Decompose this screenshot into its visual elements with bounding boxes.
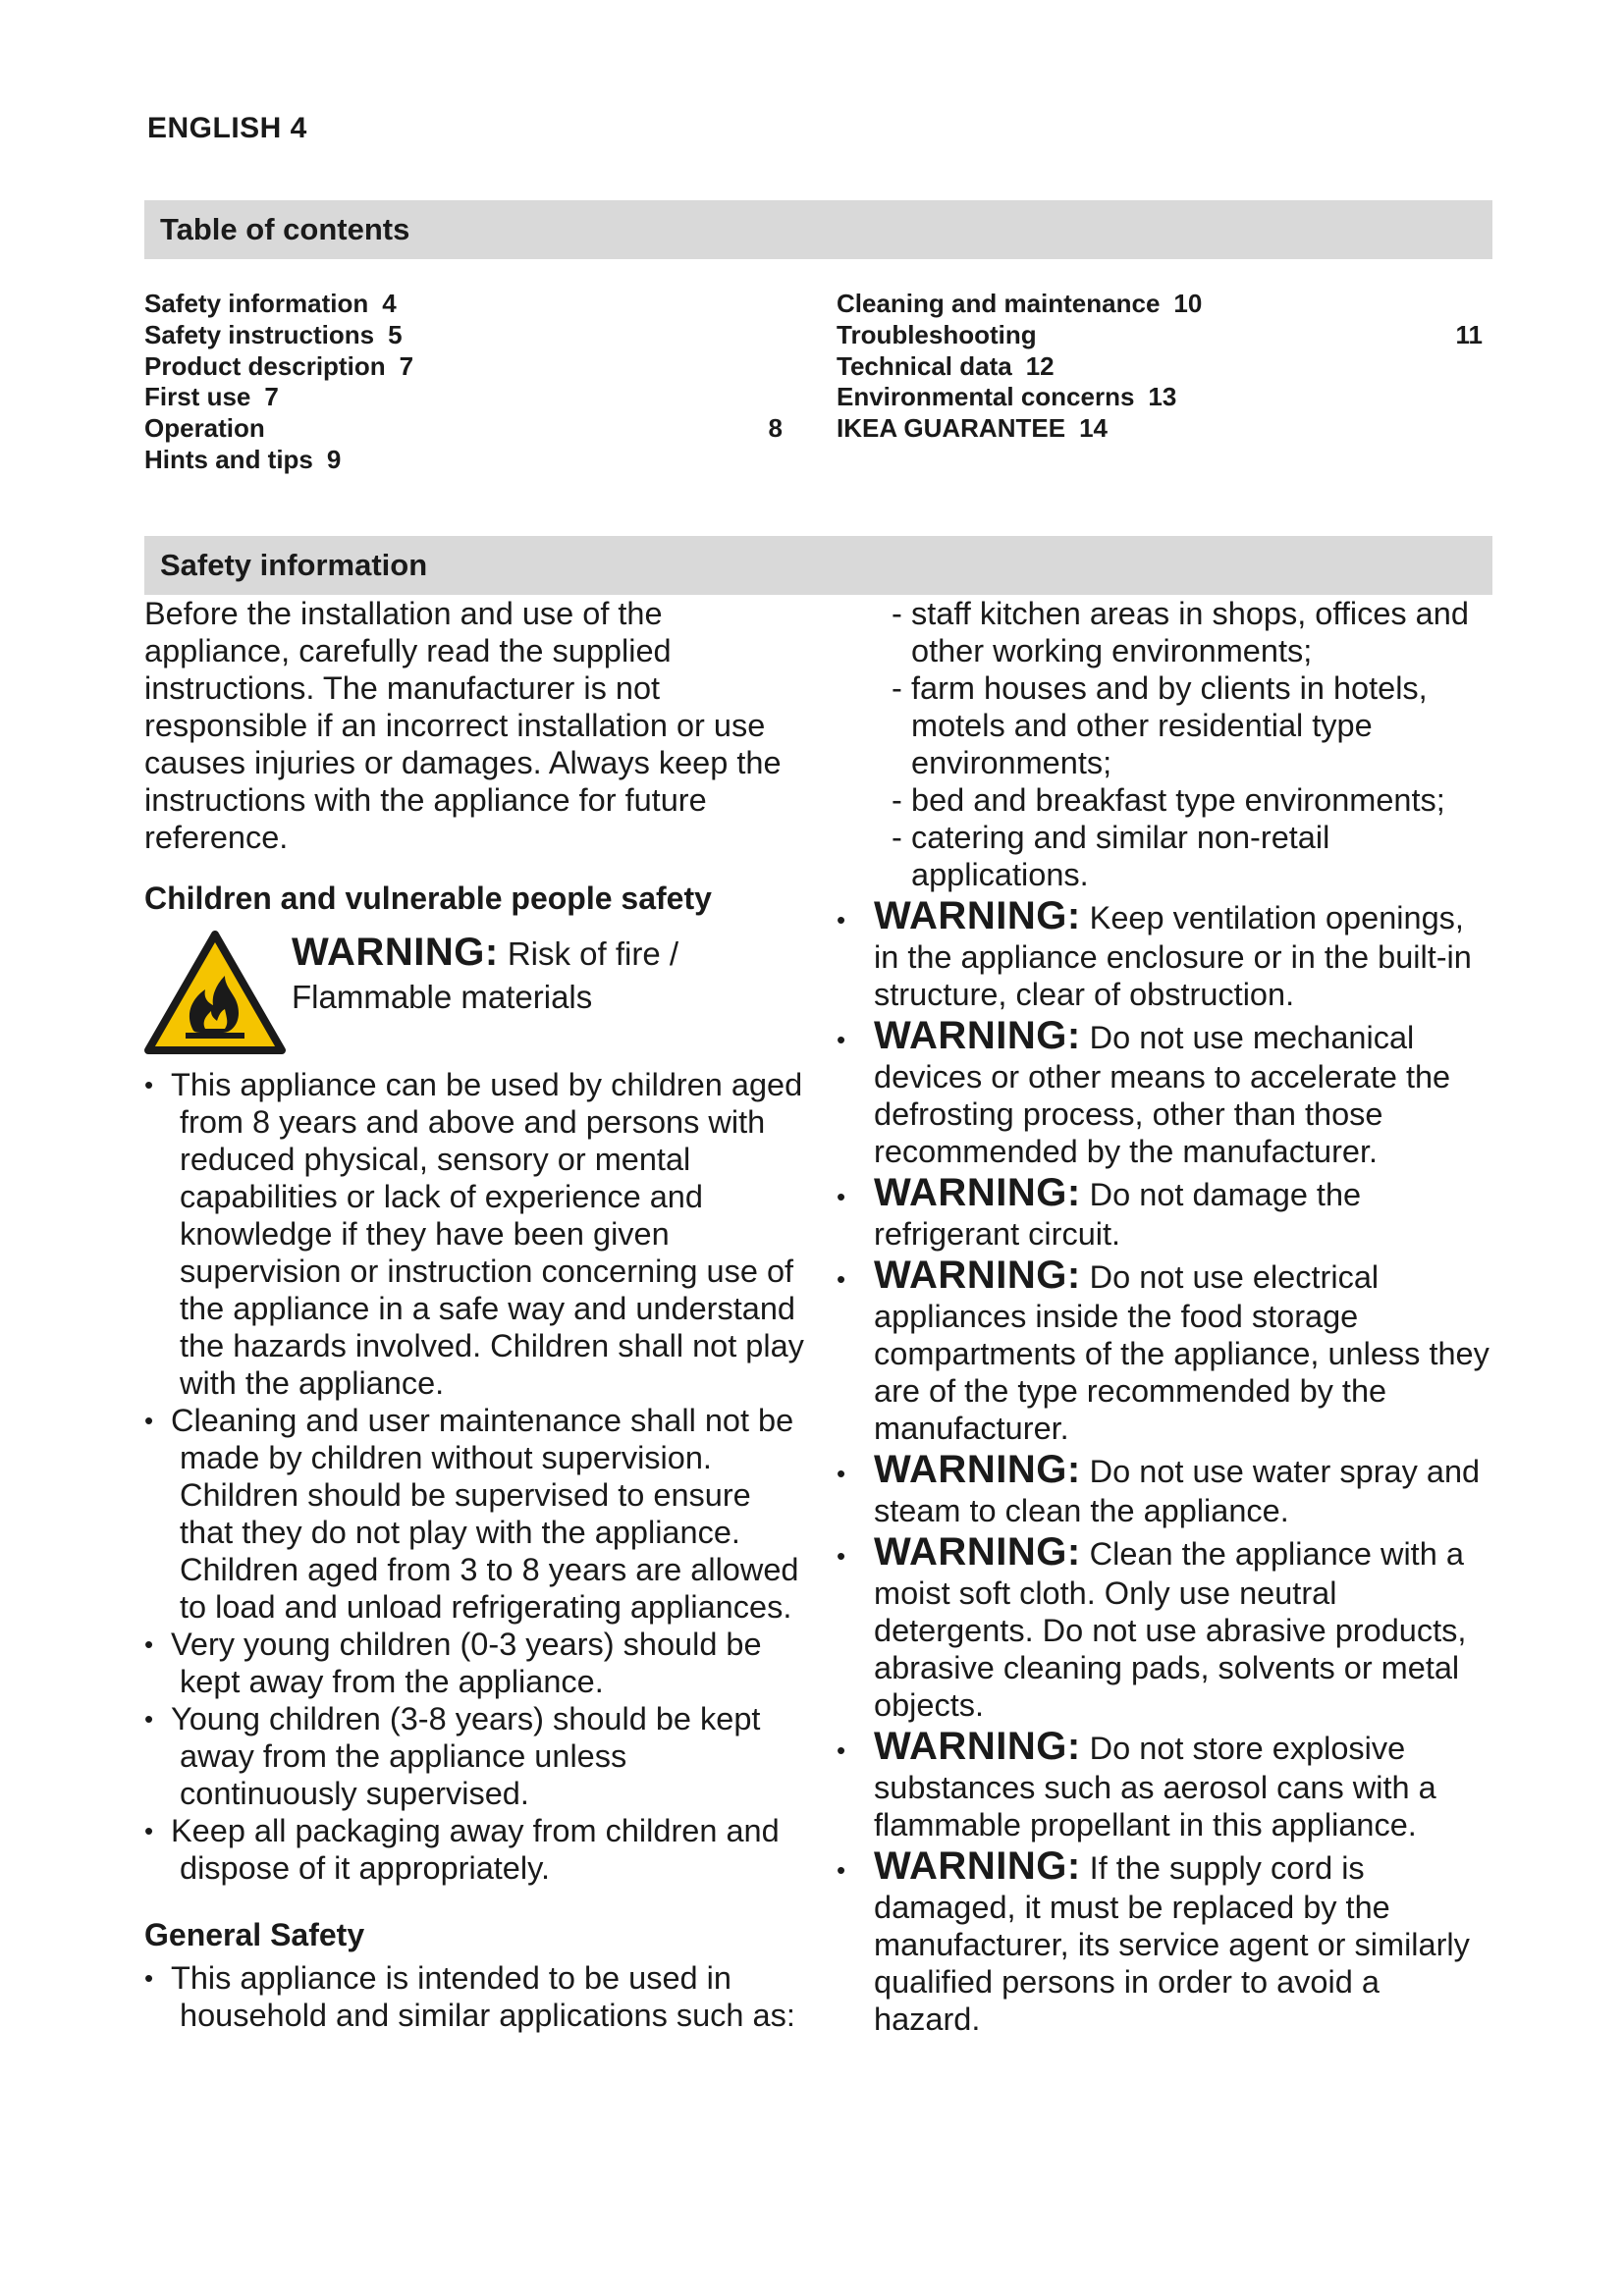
toc-item[interactable]: Environmental concerns 13 xyxy=(837,382,1177,412)
list-item: - farm houses and by clients in hotels, motels and other residential type environments; xyxy=(892,669,1494,781)
page-header: ENGLISH 4 xyxy=(147,112,307,144)
children-bullet-list xyxy=(144,1066,812,1887)
fire-warning xyxy=(144,931,812,1056)
toc-item[interactable]: IKEA GUARANTEE 14 xyxy=(837,413,1108,444)
warning-item: • WARNING: Clean the appliance with a moist soft cloth. Only use neutral detergents. Do not use abrasive products, abrasive cleaning pads, solvents or metal objects. xyxy=(837,1529,1494,1724)
general-safety-heading: General Safety xyxy=(144,1917,365,1952)
toc-item[interactable]: Cleaning and maintenance 10 xyxy=(837,289,1203,318)
warning-label: WARNING: xyxy=(874,1530,1081,1574)
list-item: • Very young children (0-3 years) should be kept away from the appliance. xyxy=(144,1626,812,1700)
toc-left-column xyxy=(144,289,792,476)
environment-list xyxy=(837,595,1494,893)
safety-intro: Before the installation and use of the appliance, carefully read the supplied instructions. The manufacturer is not responsible if an incorrect installation or use causes injuries or damages. Always keep the instructions with the appliance for future reference. xyxy=(144,596,782,855)
list-item: - staff kitchen areas in shops, offices and other working environments; xyxy=(892,595,1494,669)
warning-item: • WARNING: Keep ventilation openings, in the appliance enclosure or in the built-in structure, clear of obstruction. xyxy=(837,893,1494,1013)
warning-label: WARNING: xyxy=(292,931,499,974)
safety-title-bar: Safety information xyxy=(144,536,1492,595)
warning-item: • WARNING: Do not damage the refrigerant circuit. xyxy=(837,1170,1494,1253)
warning-item: • WARNING: Do not use water spray and steam to clean the appliance. xyxy=(837,1447,1494,1529)
general-bullet-list xyxy=(144,1959,812,2034)
children-heading: Children and vulnerable people safety xyxy=(144,881,712,916)
toc-right-column xyxy=(837,289,1492,445)
list-item: • This appliance can be used by children aged from 8 years and above and persons with reduced physical, sensory or mental capabilities or lack of experience and knowledge if they have been given supervision or instruction concerning use of the appliance in a safe way and understand the hazards involved. Children shall not play with the appliance. xyxy=(144,1066,812,1402)
toc-item[interactable]: Operation 8 xyxy=(144,413,783,444)
toc-item[interactable]: Safety information 4 xyxy=(144,289,397,318)
list-item: • This appliance is intended to be used in household and similar applications such as: xyxy=(144,1959,812,2034)
warning-item: • WARNING: Do not store explosive substances such as aerosol cans with a flammable propellant in this appliance. xyxy=(837,1724,1494,1843)
safety-left-column xyxy=(144,595,812,2034)
flammable-warning-icon xyxy=(144,931,286,1056)
toc-item[interactable]: Safety instructions 5 xyxy=(144,319,403,349)
warning-item: • WARNING: Do not use electrical appliances inside the food storage compartments of the appliance, unless they are of the type recommended by the manufacturer. xyxy=(837,1253,1494,1447)
toc-item[interactable]: Technical data 12 xyxy=(837,350,1055,381)
list-item: - bed and breakfast type environments; xyxy=(892,781,1494,819)
toc-item[interactable]: First use 7 xyxy=(144,382,279,412)
warning-item: • WARNING: Do not use mechanical devices or other means to accelerate the defrosting process, other than those recommended by the manufacturer. xyxy=(837,1013,1494,1170)
toc-item[interactable]: Product description 7 xyxy=(144,350,414,381)
warning-item: • WARNING: If the supply cord is damaged, it must be replaced by the manufacturer, its service agent or similarly qualified persons in order to avoid a hazard. xyxy=(837,1843,1494,2038)
toc-item[interactable]: Hints and tips 9 xyxy=(144,444,342,474)
list-item: • Young children (3-8 years) should be kept away from the appliance unless continuously supervised. xyxy=(144,1700,812,1812)
warning-label: WARNING: xyxy=(874,894,1081,937)
toc-item[interactable]: Troubleshooting 11 xyxy=(837,319,1483,349)
warning-list xyxy=(837,893,1494,2038)
fire-warning-text: WARNING: Risk of fire / Flammable materials xyxy=(292,931,679,1015)
warning-label: WARNING: xyxy=(874,1725,1081,1768)
warning-label: WARNING: xyxy=(874,1254,1081,1297)
list-item: - catering and similar non-retail applications. xyxy=(892,819,1494,893)
list-item: • Cleaning and user maintenance shall not be made by children without supervision. Children should be supervised to ensure that they do not play with the appliance. Children aged from 3 to 8 years are allowed to load and unload refrigerating appliances. xyxy=(144,1402,812,1626)
list-item: • Keep all packaging away from children and dispose of it appropriately. xyxy=(144,1812,812,1887)
toc-title-bar: Table of contents xyxy=(144,200,1492,259)
safety-right-column xyxy=(837,595,1494,2038)
warning-label: WARNING: xyxy=(874,1844,1081,1888)
warning-label: WARNING: xyxy=(874,1448,1081,1491)
warning-label: WARNING: xyxy=(874,1171,1081,1214)
warning-label: WARNING: xyxy=(874,1014,1081,1057)
